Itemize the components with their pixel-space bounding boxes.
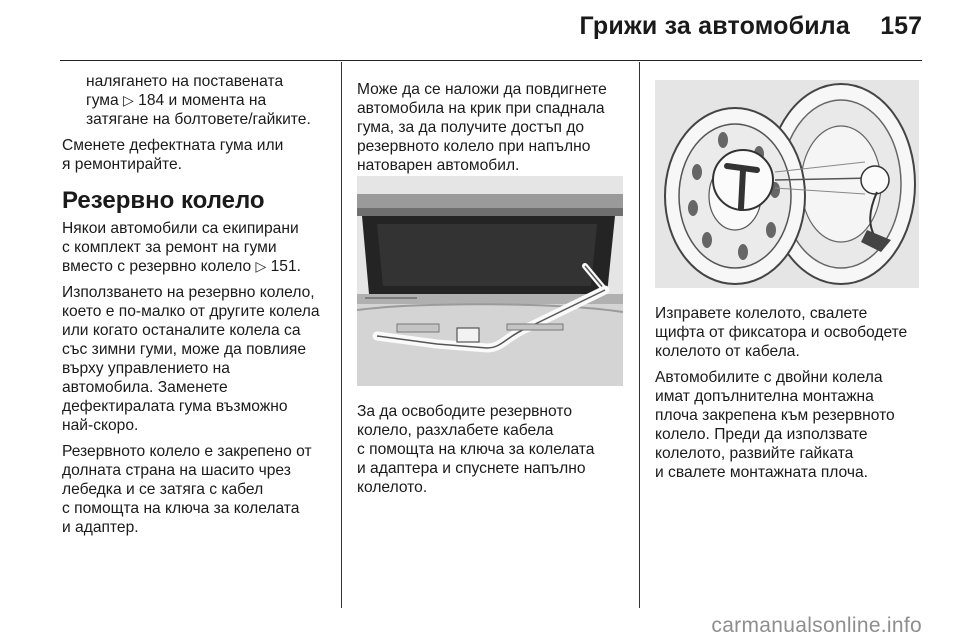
page-reference-icon: ▷ (255, 258, 267, 274)
column-2 (357, 80, 629, 182)
illustration-spare-wheel (655, 80, 919, 288)
paragraph-usage-warning: Използването на резервно колело, което е по-малко от другите колела или когато останалите колела са със зимни гуми, може да повлияе върху управлението на автомобила. Заменете дефектиралата гума възможно най-скоро. (62, 284, 320, 434)
paragraph-mounting: Резервното колело е закрепено от долната страна на шасито чрез лебедка и се затяга с кабел с помощта на ключа за колелата и адаптер. (62, 443, 312, 536)
page-header (0, 0, 960, 60)
column-divider-1 (341, 62, 342, 608)
paragraph-equipment: Някои автомобили са екипирани с комплект за ремонт на гуми вместо с резервно колело ▷ 151. (62, 220, 301, 275)
column-3 (655, 304, 927, 489)
paragraph-jack: Може да се наложи да повдигнете автомобила на крик при спаднала гума, за да получите достъп до резервното колело при напълно натоварен автомобил. (357, 81, 607, 174)
page-reference-icon: ▷ (123, 92, 134, 108)
section-heading: Резервно колело (62, 187, 265, 214)
page-number: 157 (880, 12, 922, 40)
paragraph-twin-wheels: Автомобилите с двойни колела имат допълнителна монтажна плоча закрепена към резервното колело. Преди да използвате колелото, развийте гайката и свалете монтажната плоча. (655, 369, 895, 481)
header-rule (60, 60, 922, 61)
wrench-under-vehicle-drawing (357, 176, 623, 386)
page-title: Грижи за автомобила (579, 12, 850, 40)
column-1 (62, 72, 334, 544)
paragraph-replace-tyre: Сменете дефектната гума или я ремонтирайте. (62, 137, 284, 173)
paragraph-remove-pin: Изправете колелото, свалете щифта от фиксатора и освободете колелото от кабела. (655, 305, 908, 360)
spare-wheel-drawing (655, 80, 919, 288)
illustration-wheel-wrench (357, 176, 623, 386)
paragraph-release-wheel: За да освободите резервното колело, разхлабете кабела с помощта на ключа за колелата и адаптера и спуснете напълно колелото. (357, 403, 595, 496)
watermark: carmanualsonline.info (711, 614, 922, 637)
paragraph-continued: налягането на поставената гума ▷ 184 и момента на затягане на болтовете/гайките. (86, 73, 311, 128)
column-divider-2 (639, 62, 640, 608)
column-2-lower (357, 402, 629, 504)
